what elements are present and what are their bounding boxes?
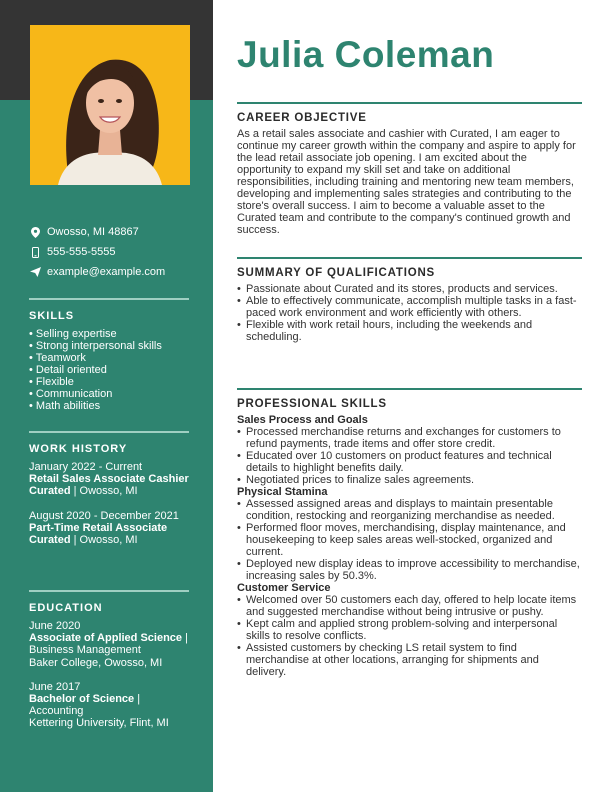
education-degree: Associate of Applied Science <box>29 632 183 645</box>
list-item: • Kept calm and applied strong problem-solving and interpersonal skills to resolve conflicts. <box>237 618 582 642</box>
work-entry: August 2020 - December 2021 Part-Time Retail Associate Curated | Owosso, MI <box>29 510 189 547</box>
location-text: Owosso, MI 48867 <box>47 226 139 238</box>
section-divider <box>29 590 189 592</box>
list-item: • Strong interpersonal skills <box>29 340 189 352</box>
section-divider <box>237 388 582 390</box>
section-divider <box>237 257 582 259</box>
career-objective-heading: CAREER OBJECTIVE <box>237 111 367 124</box>
qualifications-section <box>237 257 582 343</box>
phone-text: 555-555-5555 <box>47 246 116 258</box>
list-item: • Passionate about Curated and its stores, products and services. <box>237 283 582 295</box>
section-divider <box>29 298 189 300</box>
career-objective-section <box>237 102 582 236</box>
contact-location <box>29 222 204 242</box>
list-item: • Flexible with work retail hours, including the weekends and scheduling. <box>237 319 582 343</box>
education-field: Accounting <box>29 705 84 718</box>
qualifications-heading: SUMMARY OF QUALIFICATIONS <box>237 266 436 279</box>
education-school: Kettering University, Flint, MI <box>29 717 169 730</box>
skills-list <box>29 328 189 412</box>
skill-group-title: Physical Stamina <box>237 485 328 498</box>
work-dates: August 2020 - December 2021 <box>29 509 179 522</box>
education-entry: June 2017 Bachelor of Science | Accounting Kettering University, Flint, MI <box>29 681 189 730</box>
list-item: • Assisted customers by checking LS retail system to find merchandise at other locations, arranging for shipments and delivery. <box>237 642 582 678</box>
education-date: June 2020 <box>29 620 81 632</box>
work-entry: January 2022 - Current Retail Sales Associate Cashier Curated | Owosso, MI <box>29 461 189 498</box>
professional-skills-heading: PROFESSIONAL SKILLS <box>237 397 387 410</box>
contact-phone <box>29 242 204 262</box>
education-degree: Bachelor of Science <box>29 693 135 706</box>
section-divider <box>237 102 582 104</box>
section-divider <box>29 431 189 433</box>
list-item: • Deployed new display ideas to improve accessibility to merchandise, increasing sales by 50.3%. <box>237 558 582 582</box>
work-location: Owosso, MI <box>79 534 138 547</box>
list-item: • Able to effectively communicate, accomplish multiple tasks in a fast-paced work environment and work efficiently with others. <box>237 295 582 319</box>
list-item: • Teamwork <box>29 352 189 364</box>
email-text: example@example.com <box>47 266 166 278</box>
professional-skills-section <box>237 388 582 678</box>
list-item: • Processed merchandise returns and exchanges for customers to refund payments, trade items and offer store credit. <box>237 426 582 450</box>
work-dates: January 2022 - Current <box>29 461 143 473</box>
list-item: • Flexible <box>29 376 189 388</box>
skills-section <box>29 298 189 412</box>
work-history-section <box>29 431 189 558</box>
qualifications-list <box>237 283 582 343</box>
education-field: Business Management <box>29 644 141 657</box>
education-school: Baker College, Owosso, MI <box>29 656 163 669</box>
contact-block <box>29 222 204 282</box>
list-item: • Performed floor moves, merchandising, display maintenance, and housekeeping to keep sales areas well-stocked, organized and current. <box>237 522 582 558</box>
education-heading: EDUCATION <box>29 602 103 614</box>
list-item: • Negotiated prices to finalize sales agreements. <box>237 474 582 486</box>
career-objective-text: As a retail sales associate and cashier with Curated, I am eager to continue my career growth within the company and aspire to apply for the lead retail associate job opening. I am excited about the opportunity to expand my skill set and take on additional responsibilities, including training and mentoring new team members, developing and implementing sales strategies and contributing to the store's overall success. I aim to become a valuable asset to the Curated team and contribute to the company's continued growth and success. <box>237 127 576 236</box>
work-title: Part-Time Retail Associate Curated <box>29 521 168 547</box>
list-item: • Assessed assigned areas and displays to maintain presentable condition, restocking and reorganizing merchandise as needed. <box>237 498 582 522</box>
skills-heading: SKILLS <box>29 310 75 322</box>
list-item: • Educated over 10 customers on product features and technical details to highlight benefits daily. <box>237 450 582 474</box>
list-item: • Detail oriented <box>29 364 189 376</box>
profile-photo <box>30 25 190 185</box>
education-section <box>29 590 189 742</box>
work-location: Owosso, MI <box>79 485 138 498</box>
list-item: • Selling expertise <box>29 328 189 340</box>
education-date: June 2017 <box>29 680 81 693</box>
candidate-name: Julia Coleman <box>237 34 495 75</box>
skill-group-list <box>237 594 582 678</box>
skill-group-list <box>237 498 582 582</box>
education-entry: June 2020 Associate of Applied Science | Business Management Baker College, Owosso, MI <box>29 620 188 669</box>
paper-plane-icon <box>29 266 41 278</box>
contact-email <box>29 262 204 282</box>
work-history-heading: WORK HISTORY <box>29 443 128 455</box>
phone-icon <box>29 246 41 258</box>
skill-group-list <box>237 426 582 486</box>
list-item: • Math abilities <box>29 400 189 412</box>
location-pin-icon <box>29 226 41 238</box>
skill-group-title: Sales Process and Goals <box>237 413 368 426</box>
list-item: • Communication <box>29 388 189 400</box>
skill-group-title: Customer Service <box>237 581 331 594</box>
work-title: Retail Sales Associate Cashier Curated <box>29 473 189 498</box>
list-item: • Welcomed over 50 customers each day, offered to help locate items and suggested merchandise without being intrusive or pushy. <box>237 594 582 618</box>
